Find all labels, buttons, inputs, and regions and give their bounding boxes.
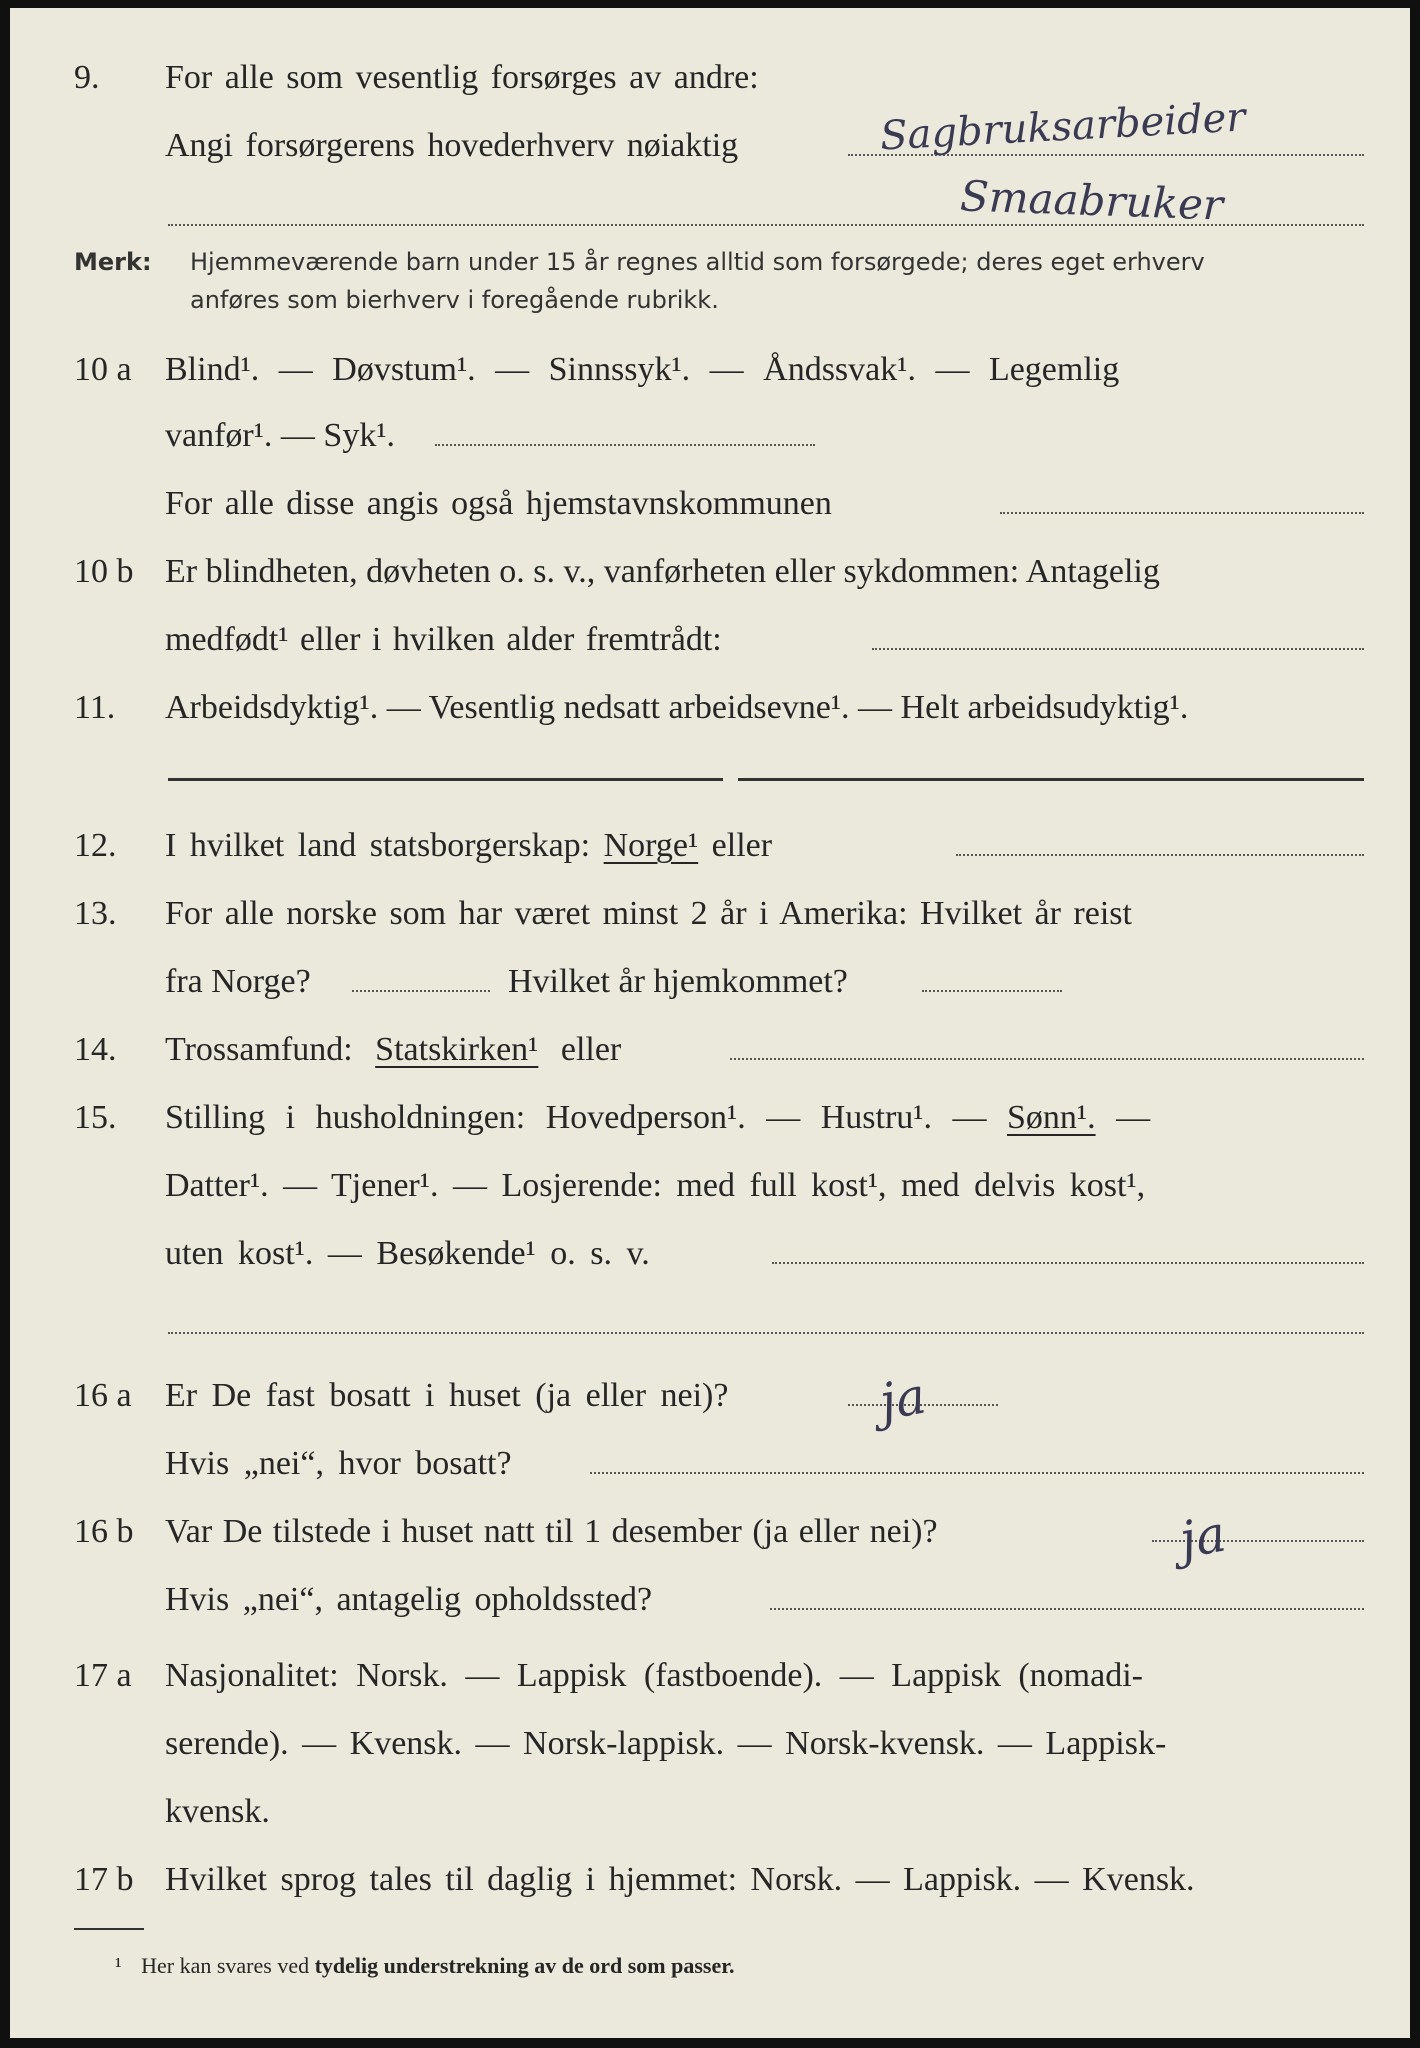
footnote-bold-text: tydelig understrekning av de ord som passer.: [314, 1953, 735, 1978]
q14-underlined: Statskirken¹: [375, 1031, 539, 1068]
q9-handwritten-answer-2: Smaabruker: [959, 171, 1224, 230]
q13-year-return-line: [922, 990, 1062, 992]
q16a-handwritten-answer: ja: [875, 1366, 931, 1432]
q12-pre: I hvilket land statsborgerskap:: [165, 827, 591, 864]
q9-answer-line-2: [168, 224, 1364, 226]
q10b-line-2: medfødt¹ eller i hvilken alder fremtrådt:: [165, 621, 722, 658]
footnote-rule: [74, 1928, 144, 1930]
q9-line-1: For alle som vesentlig forsørges av andre:: [165, 59, 759, 96]
q14-answer-line: [730, 1058, 1364, 1060]
q12-number: 12.: [74, 827, 117, 864]
q10a-home-line: [1000, 512, 1364, 514]
q15-number: 15.: [74, 1099, 117, 1136]
q16b-line-1: Var De tilstede i huset natt til 1 desember (ja eller nei)?: [165, 1513, 938, 1550]
q15-row-2: [10, 1160, 1410, 1212]
q17a-number: 17 a: [74, 1657, 132, 1694]
q16a-row-1: [10, 1370, 1410, 1422]
q10a-line-3: For alle disse angis også hjemstavnskommunen: [165, 485, 832, 522]
q13-row-1: [10, 888, 1410, 940]
q9-handwritten-answer-1: Sagbruksarbeider: [879, 94, 1247, 160]
q15-answer-line-2: [168, 1332, 1364, 1334]
q14-number: 14.: [74, 1031, 117, 1068]
q17a-row-2: [10, 1718, 1410, 1770]
q10a-row-2: [10, 410, 1410, 462]
q17a-row-1: [10, 1650, 1410, 1702]
q17b-row-1: [10, 1854, 1410, 1906]
footnote: [115, 1953, 735, 1979]
q13-row-2: [10, 956, 1410, 1008]
q13-line-2b: Hvilket år hjemkommet?: [508, 963, 848, 1000]
q12-underlined: Norge¹: [603, 827, 699, 864]
q11-rule-right: [738, 778, 1364, 781]
q15-row-3: [10, 1228, 1410, 1280]
q17b-line-1: Hvilket sprog tales til daglig i hjemmet: Norsk. — Lappisk. — Kvensk.: [165, 1861, 1195, 1898]
q17a-line-2: serende). — Kvensk. — Norsk-lappisk. — Norsk-kvensk. — Lappisk-: [165, 1725, 1167, 1762]
q10a-line-1: Blind¹. — Døvstum¹. — Sinnssyk¹. — Åndssvak¹. — Legemlig: [165, 351, 1120, 388]
q10b-answer-line: [872, 648, 1364, 650]
merk-line-1: Hjemmeværende barn under 15 år regnes alltid som forsørgede; deres eget erhverv: [190, 248, 1205, 276]
q16a-row-2: [10, 1438, 1410, 1490]
q11-row-1: [10, 682, 1410, 734]
q10b-line-1: Er blindheten, døvheten o. s. v., vanførheten eller sykdommen: Antagelig: [165, 553, 1160, 590]
q16b-row-2: [10, 1574, 1410, 1626]
q15-line-3: uten kost¹. — Besøkende¹ o. s. v.: [165, 1235, 650, 1272]
q16a-number: 16 a: [74, 1377, 132, 1414]
q11-line-1: Arbeidsdyktig¹. — Vesentlig nedsatt arbeidsevne¹. — Helt arbeidsudyktig¹.: [165, 689, 1189, 726]
q13-year-left-line: [352, 990, 490, 992]
footnote-mark: ¹: [115, 1953, 122, 1978]
q14-pre: Trossamfund:: [165, 1031, 353, 1068]
q17a-row-3: [10, 1786, 1410, 1838]
q14-post: eller: [560, 1031, 622, 1068]
q10b-number: 10 b: [74, 553, 134, 590]
footnote-text: Her kan svares ved: [141, 1953, 310, 1978]
q13-line-1: For alle norske som har været minst 2 år i Amerika: Hvilket år reist: [165, 895, 1132, 932]
q16a-line-1: Er De fast bosatt i huset (ja eller nei)?: [165, 1377, 729, 1414]
q12-row: [10, 820, 1410, 872]
q11-rule-left: [168, 778, 723, 781]
q10a-answer-line: [435, 444, 815, 446]
q12-post: eller: [711, 827, 773, 864]
q14-row: [10, 1024, 1410, 1076]
q15-line-2: Datter¹. — Tjener¹. — Losjerende: med full kost¹, med delvis kost¹,: [165, 1167, 1146, 1204]
q13-number: 13.: [74, 895, 117, 932]
q10b-row-1: [10, 546, 1410, 598]
q10a-line-2: vanfør¹. — Syk¹.: [165, 417, 396, 454]
q16b-stay-line: [770, 1608, 1364, 1610]
q16b-handwritten-answer: ja: [1175, 1504, 1231, 1570]
q16a-line-2: Hvis „nei“, hvor bosatt?: [165, 1445, 512, 1482]
q17b-number: 17 b: [74, 1861, 134, 1898]
q17a-line-3: kvensk.: [165, 1793, 270, 1830]
q15-line-1-underlined: Sønn¹.: [1006, 1099, 1096, 1136]
q10a-row-3: [10, 478, 1410, 530]
q16a-residence-line: [590, 1472, 1364, 1474]
merk-label: Merk:: [74, 248, 152, 276]
q9-number: 9.: [74, 59, 100, 96]
q9-line-2: Angi forsørgerens hovederhverv nøiaktig: [165, 127, 739, 164]
q12-text: [165, 820, 772, 872]
q15-line-1-post: —: [1116, 1099, 1151, 1136]
q13-line-2a: fra Norge?: [165, 963, 311, 1000]
q16b-number: 16 b: [74, 1513, 134, 1550]
census-form-page: [10, 8, 1410, 2038]
q10a-number: 10 a: [74, 351, 132, 388]
q15-row-1: [10, 1092, 1410, 1144]
q11-number: 11.: [74, 689, 116, 726]
q15-line-1-pre: Stilling i husholdningen: Hovedperson¹. — Hustru¹. —: [165, 1099, 987, 1136]
q17a-line-1: Nasjonalitet: Norsk. — Lappisk (fastboende). — Lappisk (nomadi-: [165, 1657, 1143, 1694]
q15-answer-line: [772, 1262, 1364, 1264]
q10b-row-2: [10, 614, 1410, 666]
q16b-line-2: Hvis „nei“, antagelig opholdssted?: [165, 1581, 653, 1618]
q14-text: [165, 1024, 621, 1076]
q15-text-1: [165, 1092, 1150, 1144]
q12-answer-line: [956, 854, 1364, 856]
merk-line-2: anføres som bierhverv i foregående rubrikk.: [190, 286, 719, 314]
q10a-row-1: [10, 344, 1410, 396]
